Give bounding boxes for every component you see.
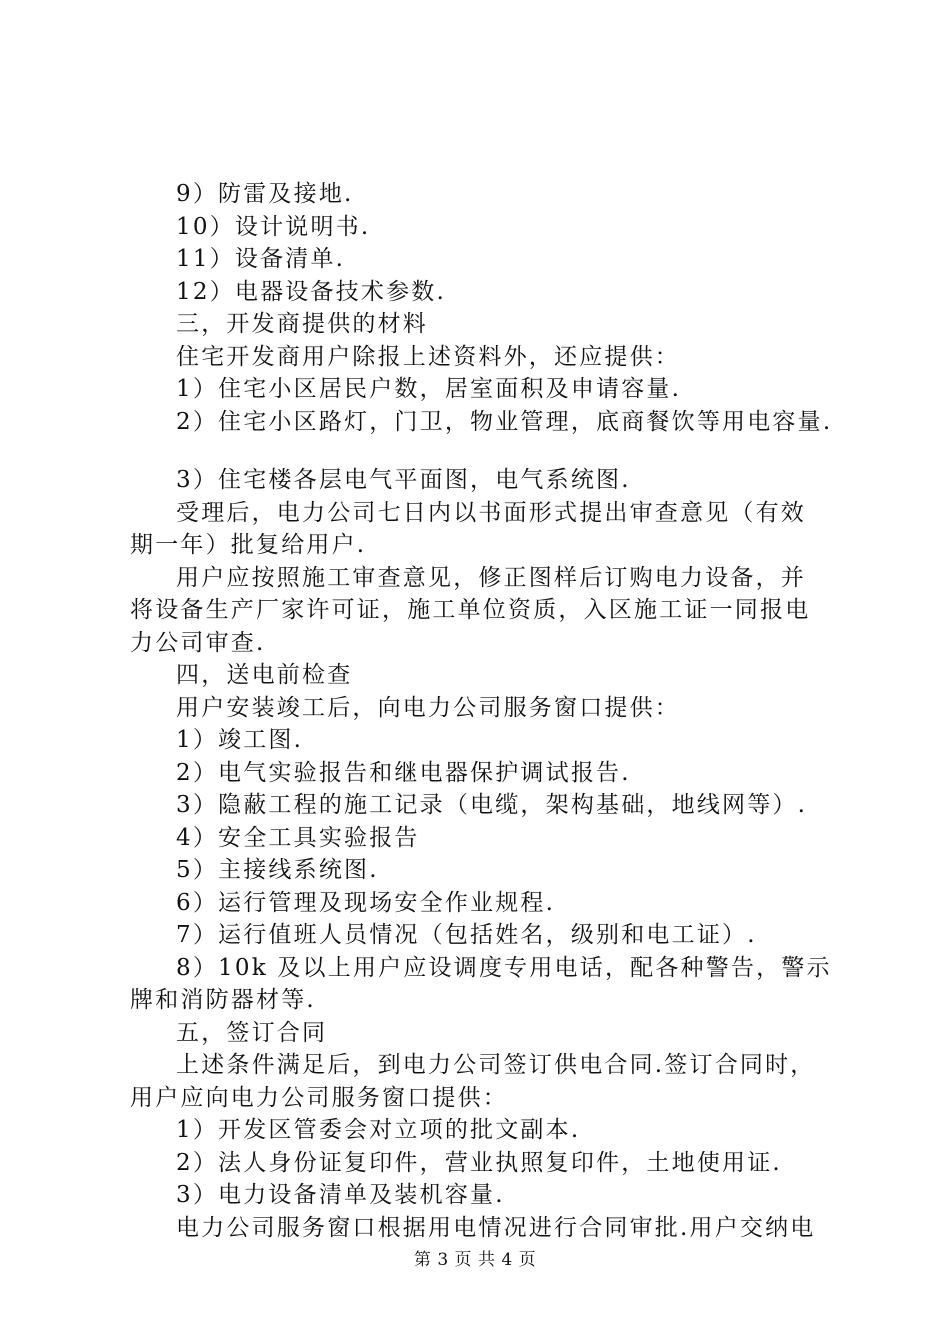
section-heading: 三，开发商提供的材料 <box>176 311 428 337</box>
list-item: 6）运行管理及现场安全作业规程. <box>176 889 556 916</box>
list-item: 1）竣工图. <box>176 727 304 753</box>
list-item: 9）防雷及接地. <box>176 181 354 207</box>
list-item: 1）住宅小区居民户数，居室面积及申请容量. <box>176 376 682 402</box>
paragraph-line: 期一年）批复给用户. <box>130 532 367 558</box>
paragraph-line: 受理后，电力公司七日内以书面形式提出审查意见（有效 <box>176 499 806 526</box>
list-item: 12）电器设备技术参数. <box>176 278 446 305</box>
list-item: 7）运行值班人员情况（包括姓名，级别和电工证）. <box>176 922 757 948</box>
paragraph-line: 住宅开发商用户除报上述资料外，还应提供： <box>176 343 680 370</box>
document-body <box>130 178 840 1244</box>
paragraph-line: 牌和消防器材等. <box>130 987 316 1013</box>
list-item: 10）设计说明书. <box>176 213 371 240</box>
list-item: 2）法人身份证复印件，营业执照复印件，土地使用证. <box>176 1149 782 1176</box>
list-item: 2）住宅小区路灯，门卫，物业管理，底商餐饮等用电容量. <box>176 408 833 435</box>
paragraph-line: 用户安装竣工后，向电力公司服务窗口提供： <box>176 694 680 721</box>
paragraph-line: 用户应向电力公司服务窗口提供： <box>130 1084 508 1111</box>
section-heading: 四，送电前检查 <box>176 662 353 688</box>
list-item: 8）10k 及以上用户应设调度专用电话，配各种警告，警示 <box>176 954 832 981</box>
paragraph-line: 将设备生产厂家许可证，施工单位资质，入区施工证一同报电 <box>130 597 811 623</box>
list-item: 11）设备清单. <box>176 246 346 272</box>
paragraph-line: 用户应按照施工审查意见，修正图样后订购电力设备，并 <box>176 564 806 591</box>
list-item: 3）电力设备清单及装机容量. <box>176 1182 505 1208</box>
list-item: 3）隐蔽工程的施工记录（电缆，架构基础，地线网等）. <box>176 792 808 818</box>
paragraph-line: 电力公司服务窗口根据用电情况进行合同审批.用户交纳电 <box>176 1214 816 1241</box>
list-item: 5）主接线系统图. <box>176 857 379 883</box>
section-heading: 五，签订合同 <box>176 1019 328 1046</box>
list-item: 4）安全工具实验报告 <box>176 824 420 851</box>
blank-gap <box>130 438 840 464</box>
list-item: 2）电气实验报告和继电器保护调试报告. <box>176 759 631 786</box>
list-item: 3）住宅楼各层电气平面图，电气系统图. <box>176 467 631 493</box>
page-number: 第 3 页 共 4 页 <box>413 1250 537 1270</box>
paragraph-line: 上述条件满足后，到电力公司签订供电合同.签订合同时， <box>176 1052 816 1078</box>
paragraph-line: 力公司审查. <box>130 629 266 656</box>
list-item: 1）开发区管委会对立项的批文副本. <box>176 1117 581 1143</box>
